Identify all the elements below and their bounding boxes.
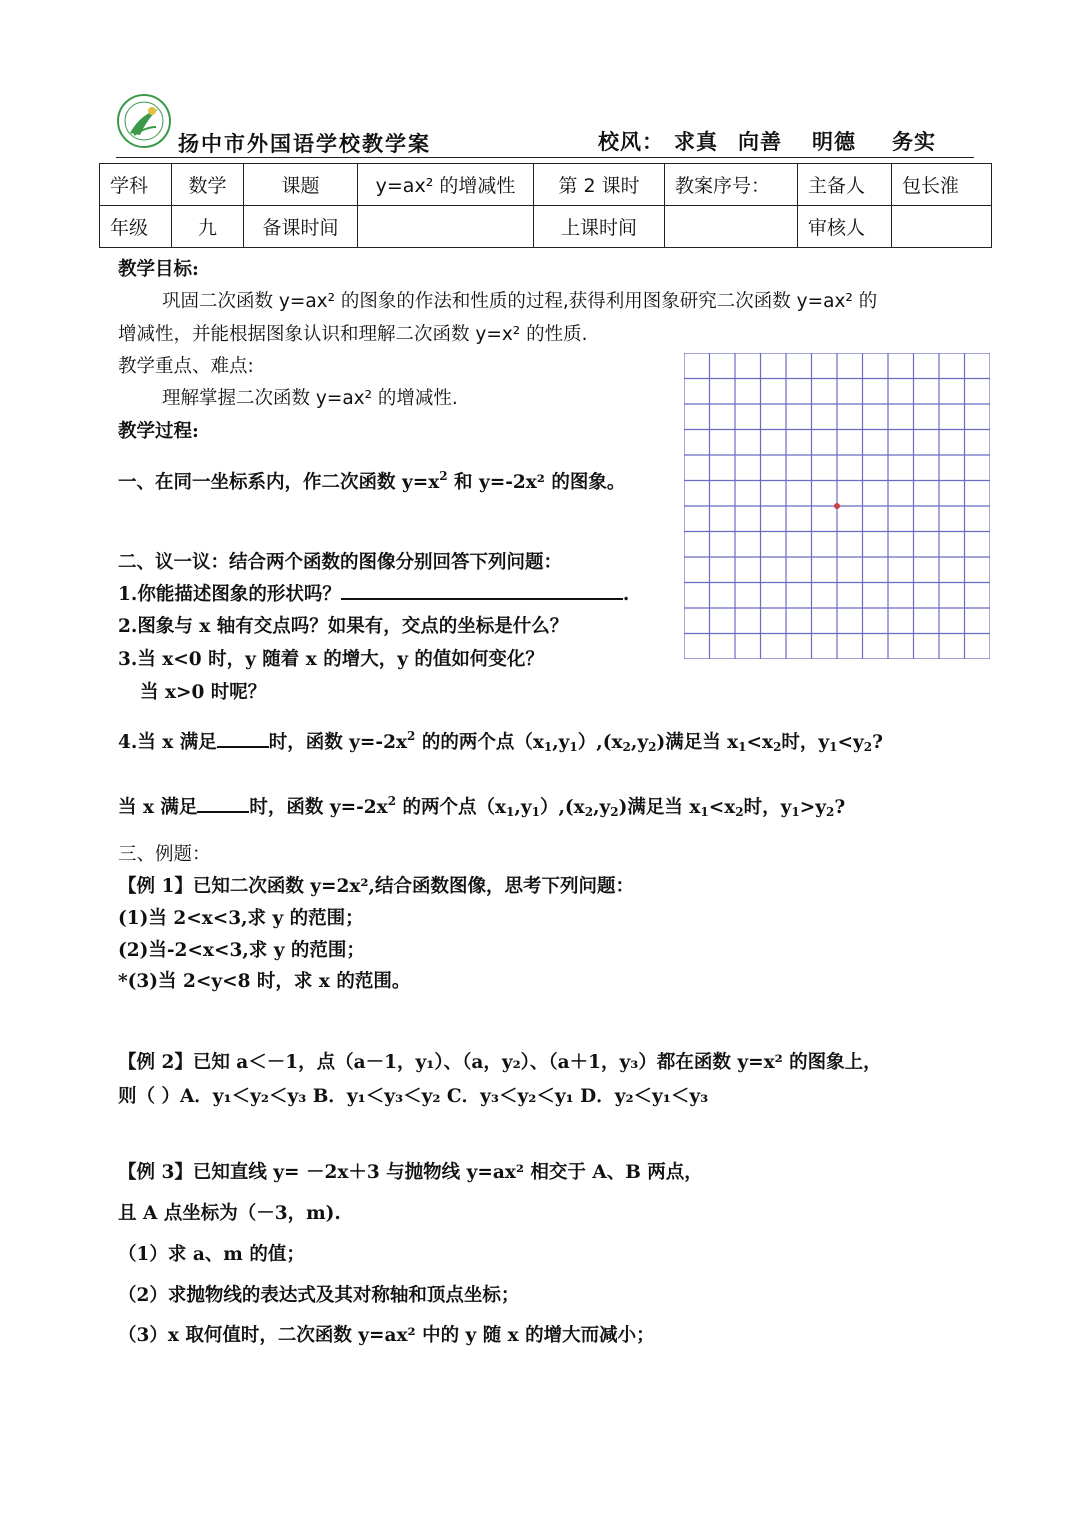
table-cell: 教案序号： [665, 164, 798, 206]
table-row [100, 206, 992, 248]
question-1: 1.你能描述图象的形状吗？ . [118, 584, 630, 605]
table-cell: y=ax² 的增减性 [358, 164, 534, 206]
example-3-line-1: 【例 3】已知直线 y= －2x＋3 与抛物线 y=ax² 相交于 A、B 两点， [118, 1162, 703, 1183]
answer-blank[interactable] [217, 745, 269, 748]
example-2-line-1: 【例 2】已知 a＜－1，点（a－1，y₁）、（a，y₂）、（a＋1，y₃）都在函数 y=x² 的图象上， [118, 1052, 882, 1073]
question-2: 2.图象与 x 轴有交点吗？如果有，交点的坐标是什么？ [118, 616, 569, 637]
origin-dot [834, 503, 840, 509]
table-row [100, 164, 992, 206]
example-1-q2: (2)当-2<x<3,求 y 的范围； [118, 940, 365, 961]
example-3-q1: （1）求 a、m 的值； [118, 1244, 305, 1265]
table-cell: 上课时间 [534, 206, 665, 248]
example-1: 【例 1】已知二次函数 y=2x²,结合函数图像，思考下列问题： [118, 876, 634, 897]
part2-heading: 二、议一议：结合两个函数的图像分别回答下列问题： [118, 552, 563, 573]
example-1-q3: *(3)当 2<y<8 时，求 x 的范围。 [118, 971, 411, 992]
answer-blank[interactable] [341, 597, 623, 600]
lesson-info-table [99, 163, 992, 248]
question-5: 当 x 满足 时，函数 $y=-2x^2$ 的两个点$(x_1,y_1),(x_2,y_2)$满足当 $x_1<x_2$时，$y_1>y_2$? [118, 794, 846, 819]
key-points-line: 理解掌握二次函数 y=ax² 的增减性. [162, 388, 458, 409]
table-cell: 学科 [100, 164, 172, 206]
table-cell: 年级 [100, 206, 172, 248]
key-points-heading: 教学重点、难点: [118, 356, 254, 377]
table-cell: 课题 [244, 164, 358, 206]
example-3-q3: （3）x 取何值时，二次函数 y=ax² 中的 y 随 x 的增大而减小； [118, 1325, 655, 1346]
objectives-heading: 教学目标: [118, 259, 199, 280]
objectives-line-1: 巩固二次函数 y=ax² 的图象的作法和性质的过程,获得利用图象研究二次函数 y=ax² 的 [162, 291, 878, 312]
header-rule [116, 157, 974, 158]
table-cell: 数学 [172, 164, 244, 206]
table-cell: 审核人 [798, 206, 892, 248]
question-4: 4.当 x 满足 时，函数 $y=-2x^2$ 的的两个点$(x_1,y_1),(x_2,y_2)$满足当 $x_1<x_2$时，$y_1<y_2$? [118, 729, 883, 754]
school-motto: 校风： 求真 向善 明德 务实 [598, 129, 936, 154]
table-cell: 九 [172, 206, 244, 248]
question-3: 3.当 x<0 时，y 随着 x 的增大，y 的值如何变化？ [118, 649, 544, 670]
table-cell: 备课时间 [244, 206, 358, 248]
table-cell [892, 206, 992, 248]
answer-blank[interactable] [197, 810, 249, 813]
table-cell [665, 206, 798, 248]
coordinate-grid [684, 353, 990, 659]
question-3b: 当 x>0 时呢？ [140, 682, 267, 703]
part3-heading: 三、例题： [118, 844, 211, 865]
school-logo-icon [116, 93, 172, 149]
school-name: 扬中市外国语学校教学案 [178, 131, 431, 156]
table-cell: 包长淮 [892, 164, 992, 206]
example-3-q2: （2）求抛物线的表达式及其对称轴和顶点坐标； [118, 1285, 520, 1306]
table-cell: 主备人 [798, 164, 892, 206]
part1-line: 一、在同一坐标系内，作二次函数 $y=x^2$ 和 y=-2x² 的图象。 [118, 469, 626, 493]
process-heading: 教学过程: [118, 421, 199, 442]
example-3-line-2: 且 A 点坐标为（－3，m). [118, 1203, 341, 1224]
table-cell: 第 2 课时 [534, 164, 665, 206]
objectives-line-2: 增减性，并能根据图象认识和理解二次函数 y=x² 的性质. [118, 324, 588, 345]
example-1-q1: (1)当 2<x<3,求 y 的范围； [118, 908, 364, 929]
example-2-options: 则（ ）A．y₁＜y₂＜y₃ B．y₁＜y₃＜y₂ C．y₃＜y₂＜y₁ D．y₂＜y₁＜y₃ [118, 1086, 709, 1107]
table-cell [358, 206, 534, 248]
